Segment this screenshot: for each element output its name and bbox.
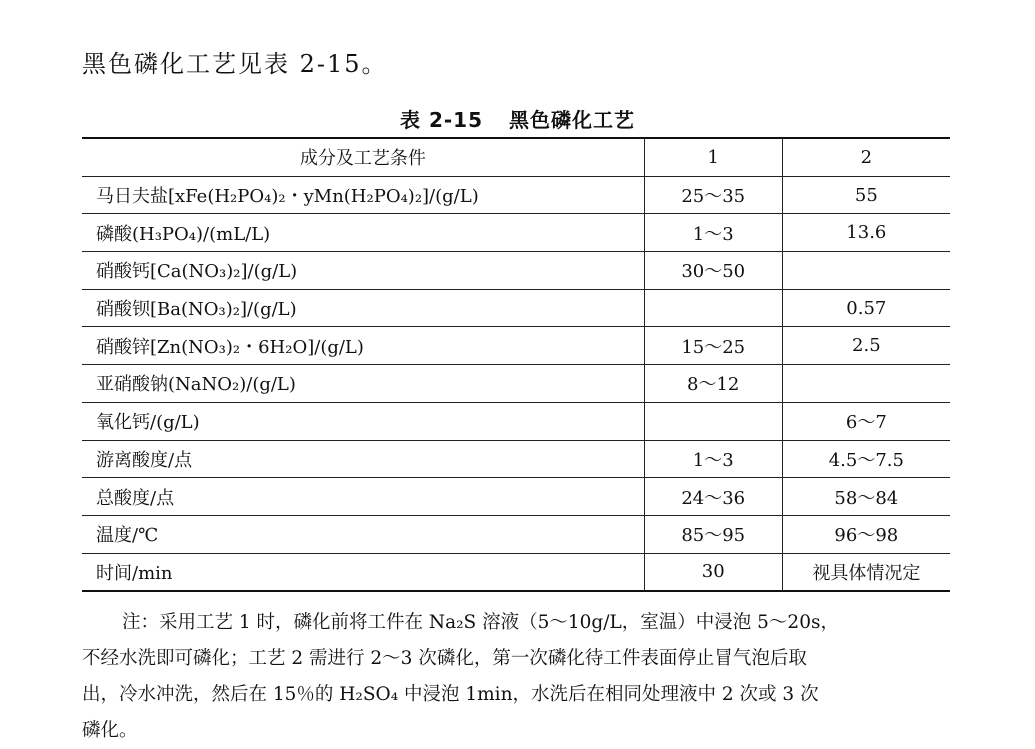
- header-cell-process-2: 2: [860, 146, 873, 168]
- table-cell-value-2: 4.5～7.5: [782, 440, 950, 478]
- table-cell-value-1: [644, 289, 782, 327]
- intro-text: 黑色磷化工艺见表 2-15。: [82, 50, 388, 78]
- table-cell-value-1: 1～3: [644, 440, 782, 478]
- table-row: [82, 252, 950, 290]
- table-row: [82, 515, 950, 553]
- table-cell-value-1: 85～95: [644, 515, 782, 553]
- table-cell-value-1: 30: [644, 553, 782, 591]
- table-cell-label: 磷酸(H₃PO₄)/(mL/L): [82, 214, 644, 252]
- table-note: [82, 605, 952, 749]
- table-cell-label: 硝酸钙[Ca(NO₃)₂]/(g/L): [82, 252, 644, 290]
- table-cell-label: 时间/min: [82, 553, 644, 591]
- table-cell-label: 游离酸度/点: [82, 440, 644, 478]
- table-row: [82, 402, 950, 440]
- table-cell-value-1: 8～12: [644, 365, 782, 403]
- note-line: 磷化。: [82, 720, 138, 741]
- table-cell-value-2: 58～84: [782, 478, 950, 516]
- table-cell-value-1: [644, 402, 782, 440]
- table-cell-label: 总酸度/点: [82, 478, 644, 516]
- note-line: 不经水洗即可磷化；工艺 2 需进行 2～3 次磷化，第一次磷化待工件表面停止冒气泡后取: [82, 648, 807, 669]
- table-cell-value-1: 24～36: [644, 478, 782, 516]
- table-row: [82, 553, 950, 591]
- table-cell-label: 硝酸锌[Zn(NO₃)₂・6H₂O]/(g/L): [82, 327, 644, 365]
- table-caption: [0, 104, 1035, 133]
- table-cell-value-2: 96～98: [782, 515, 950, 553]
- table-cell-value-1: 15～25: [644, 327, 782, 365]
- note-line: 注：采用工艺 1 时，磷化前将工件在 Na₂S 溶液（5～10g/L，室温）中浸泡 5～20s，: [122, 612, 839, 633]
- table-row: [82, 327, 950, 365]
- table-row: [82, 478, 950, 516]
- table-cell-value-1: 1～3: [644, 214, 782, 252]
- table-cell-value-1: 30～50: [644, 252, 782, 290]
- table-cell-value-2: 13.6: [782, 214, 950, 252]
- table-cell-value-2: 2.5: [782, 327, 950, 365]
- table-cell-label: 硝酸钡[Ba(NO₃)₂]/(g/L): [82, 289, 644, 327]
- table-row: [82, 214, 950, 252]
- table-row: [82, 365, 950, 403]
- table-cell-value-2: 视具体情况定: [782, 553, 950, 591]
- table-cell-value-2: 6～7: [782, 402, 950, 440]
- table-row: [82, 440, 950, 478]
- table-cell-label: 亚硝酸钠(NaNO₂)/(g/L): [82, 365, 644, 403]
- table-cell-value-1: 25～35: [644, 176, 782, 214]
- table-cell-value-2: [782, 252, 950, 290]
- header-cell-process-1: 1: [644, 138, 782, 176]
- process-table: [82, 137, 950, 592]
- header-cell-conditions: 成分及工艺条件: [82, 138, 644, 176]
- table-cell-value-2: 0.57: [782, 289, 950, 327]
- table-cell-value-2: [782, 365, 950, 403]
- table-row: [82, 289, 950, 327]
- table-header-row: [82, 138, 950, 176]
- table-cell-label: 温度/℃: [82, 515, 644, 553]
- table-caption-title: 黑色磷化工艺: [509, 108, 635, 132]
- table-caption-number: 表 2-15: [399, 108, 483, 132]
- note-line: 出，冷水冲洗，然后在 15％的 H₂SO₄ 中浸泡 1min，水洗后在相同处理液中 2 次或 3 次: [82, 684, 819, 705]
- table-cell-label: 氧化钙/(g/L): [82, 402, 644, 440]
- table-cell-label: 马日夫盐[xFe(H₂PO₄)₂・yMn(H₂PO₄)₂]/(g/L): [82, 176, 644, 214]
- table-row: [82, 176, 950, 214]
- table-cell-value-2: 55: [782, 176, 950, 214]
